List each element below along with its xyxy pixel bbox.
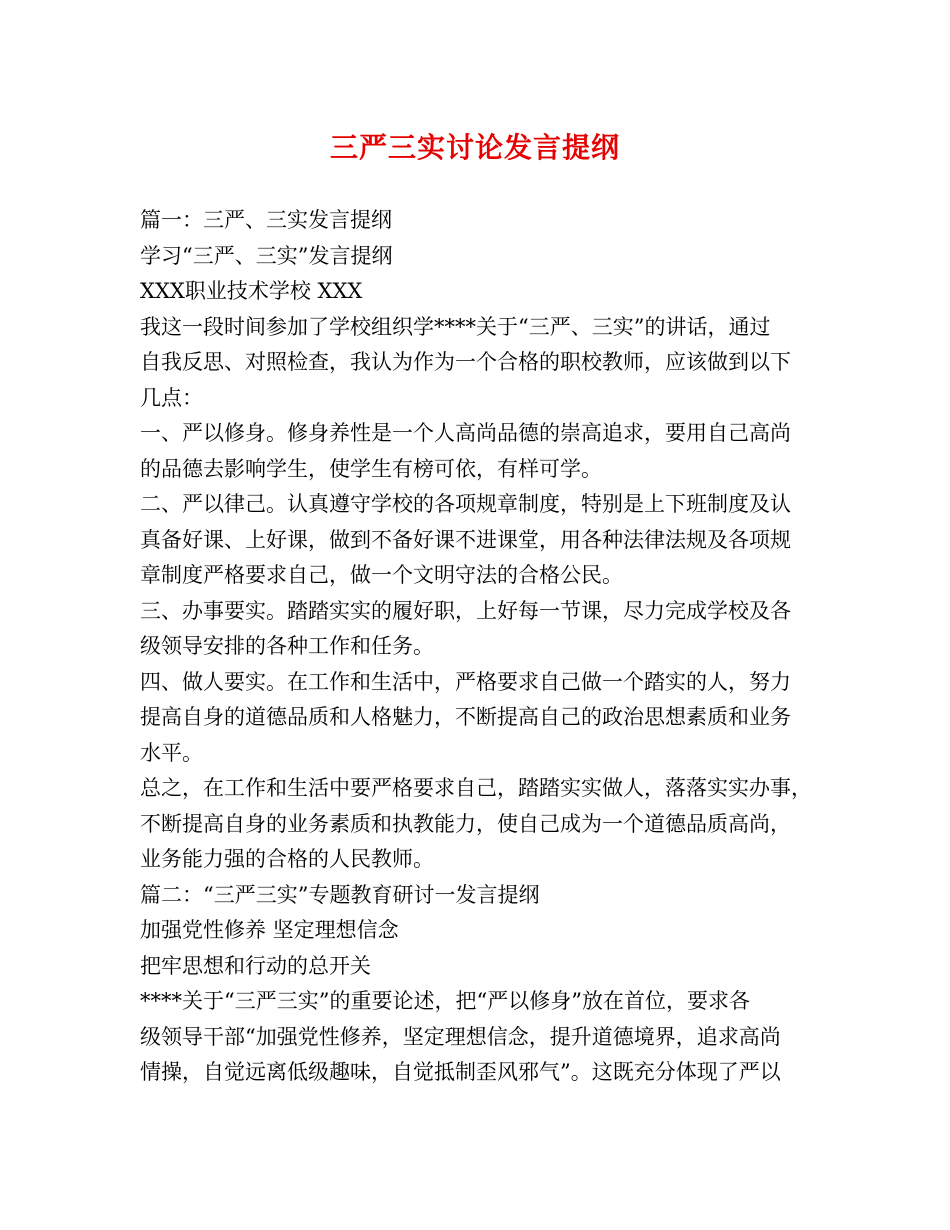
- text-line: 水平。: [140, 740, 203, 765]
- text-line: 把牢思想和行动的总开关: [140, 953, 371, 978]
- text-line: 三、办事要实。踏踏实实的履好职，上好每一节课，尽力完成学校及各: [140, 598, 791, 623]
- text-line: 级领导安排的各种工作和任务。: [140, 634, 434, 658]
- text-line: 篇一：三严、三实发言提纲: [140, 208, 392, 232]
- text-line: 章制度严格要求自己，做一个文明守法的合格公民。: [140, 563, 623, 587]
- text-line: 提高自身的道德品质和人格魅力，不断提高自己的政治思想素质和业务: [140, 705, 791, 729]
- text-line: ****关于“三严三实”的重要论述，把“严以修身”放在首位，要求各: [140, 989, 750, 1013]
- text-line: 篇二：“三严三实”专题教育研讨一发言提纲: [140, 882, 540, 907]
- text-line: 业务能力强的合格的人民教师。: [140, 847, 434, 871]
- text-line: 自我反思、对照检查，我认为作为一个合格的职校教师，应该做到以下: [140, 350, 791, 374]
- text-line: 一、严以修身。修身养性是一个人高尚品德的崇高追求，要用自己高尚: [140, 421, 791, 445]
- text-line: 真备好课、上好课，做到不备好课不进课堂，用各种法律法规及各项规: [140, 527, 791, 552]
- text-line: 二、严以律己。认真遵守学校的各项规章制度，特别是上下班制度及认: [140, 492, 791, 516]
- text-line: 几点：: [140, 385, 203, 410]
- text-line: 学习“三严、三实”发言提纲: [140, 243, 393, 268]
- text-line: 我这一段时间参加了学校组织学****关于“三严、三实”的讲话，通过: [140, 314, 771, 339]
- text-line: 总之，在工作和生活中要严格要求自己，踏踏实实做人，落落实实办事，: [140, 776, 812, 800]
- text-line: 四、做人要实。在工作和生活中，严格要求自己做一个踏实的人，努力: [140, 669, 791, 694]
- text-line: 不断提高自身的业务素质和执教能力，使自己成为一个道德品质高尚，: [140, 811, 791, 836]
- text-line: 加强党性修养 坚定理想信念: [140, 918, 399, 942]
- text-line: 级领导干部“加强党性修养，坚定理想信念，提升道德境界，追求高尚: [140, 1024, 781, 1049]
- text-line: 的品德去影响学生，使学生有榜可依，有样可学。: [140, 456, 602, 481]
- document-body: [140, 203, 830, 1091]
- document-title: 三严三实讨论发言提纲: [329, 131, 620, 164]
- text-line: XXX职业技术学校 XXX: [140, 279, 363, 303]
- text-line: 情操，自觉远离低级趣味，自觉抵制歪风邪气”。这既充分体现了严以: [140, 1060, 781, 1084]
